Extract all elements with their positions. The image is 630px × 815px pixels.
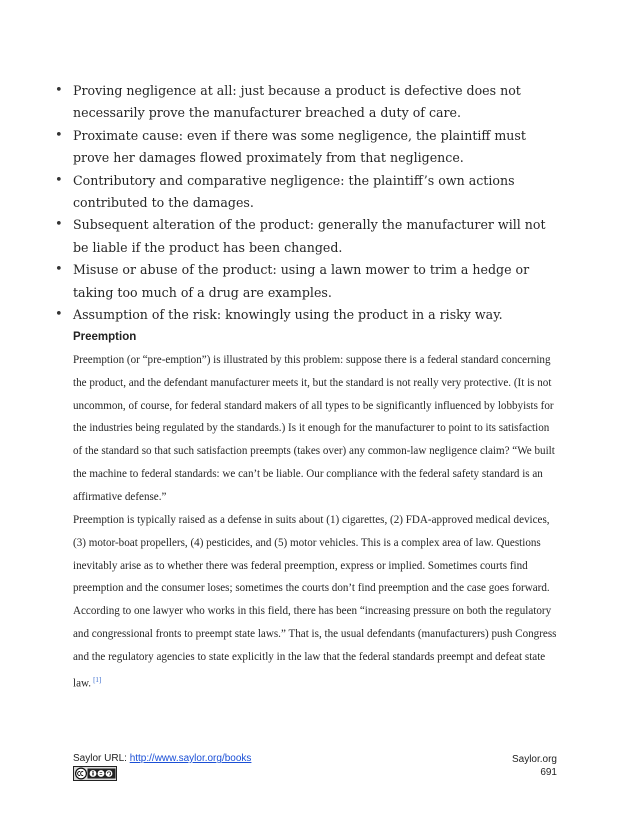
footer-site: Saylor.org — [511, 754, 557, 765]
page-number: 691 — [540, 767, 557, 778]
footer-source — [73, 753, 251, 764]
bullet-item: • Proving negligence at all: just because a product is defective does not necessarily prove the manufacturer breached a duty of care. — [52, 80, 562, 125]
preemption-paragraph-2 — [73, 509, 559, 695]
cc-license-icon[interactable] — [73, 766, 117, 781]
paragraph-2-text: Preemption is typically raised as a defense in suits about (1) cigarettes, (2) FDA-approved medical devices, (3) motor-boat propellers, (4) pesticides, and (5) motor vehicles. This is a complex area of law. Questions inevitably arise as to whether there was federal preemption, express or implied. Sometimes courts find preemption and the consumer loses; sometimes the courts don’t find preemption and the case goes forward. According to one lawyer who works in this field, there has been “increasing pressure on both the regulatory and congressional fronts to preempt state laws.” That is, the usual defendants (manufacturers) push Congress and the regulatory agencies to state explicitly in the law that the federal standards preempt and defeat state law. — [73, 514, 557, 690]
preemption-paragraph-1: Preemption (or “pre-emption”) is illustrated by this problem: suppose there is a federal standard concerning the product, and the defendant manufacturer meets it, but the standard is not really very protective. (It is not uncommon, of course, for federal standard makers of all types to be significantly influenced by lobbyists for the industries being regulated by the standards.) Is it enough for the manufacturer to point to its satisfaction of the standard so that such satisfaction preempts (takes over) any common-law negligence claim? “We built the machine to federal standards: we can’t be liable. Our compliance with the federal safety standard is an affirmative defense.” — [73, 354, 555, 503]
bullet-item: • Subsequent alteration of the product: generally the manufacturer will not be liable if the product has been changed. — [52, 214, 562, 259]
bullet-item: • Assumption of the risk: knowingly using the product in a risky way. — [52, 304, 562, 326]
bullet-item: • Misuse or abuse of the product: using a lawn mower to trim a hedge or taking too much of a drug are examples. — [52, 259, 562, 304]
footnote-link[interactable]: [1] — [93, 675, 102, 684]
bullet-item: • Contributory and comparative negligence: the plaintiff’s own actions contributed to the damages. — [52, 170, 562, 215]
section-heading-preemption: Preemption — [73, 331, 137, 343]
page-footer — [73, 753, 557, 787]
saylor-books-link[interactable]: http://www.saylor.org/books — [129, 753, 252, 764]
footer-url-label: Saylor URL: — [73, 753, 130, 764]
bullet-item: • Proximate cause: even if there was some negligence, the plaintiff must prove her damages flowed proximately from that negligence. — [52, 125, 562, 170]
defenses-bullet-list — [52, 80, 562, 326]
cc-logo-icon — [74, 767, 116, 780]
footer-page-info — [512, 753, 557, 779]
